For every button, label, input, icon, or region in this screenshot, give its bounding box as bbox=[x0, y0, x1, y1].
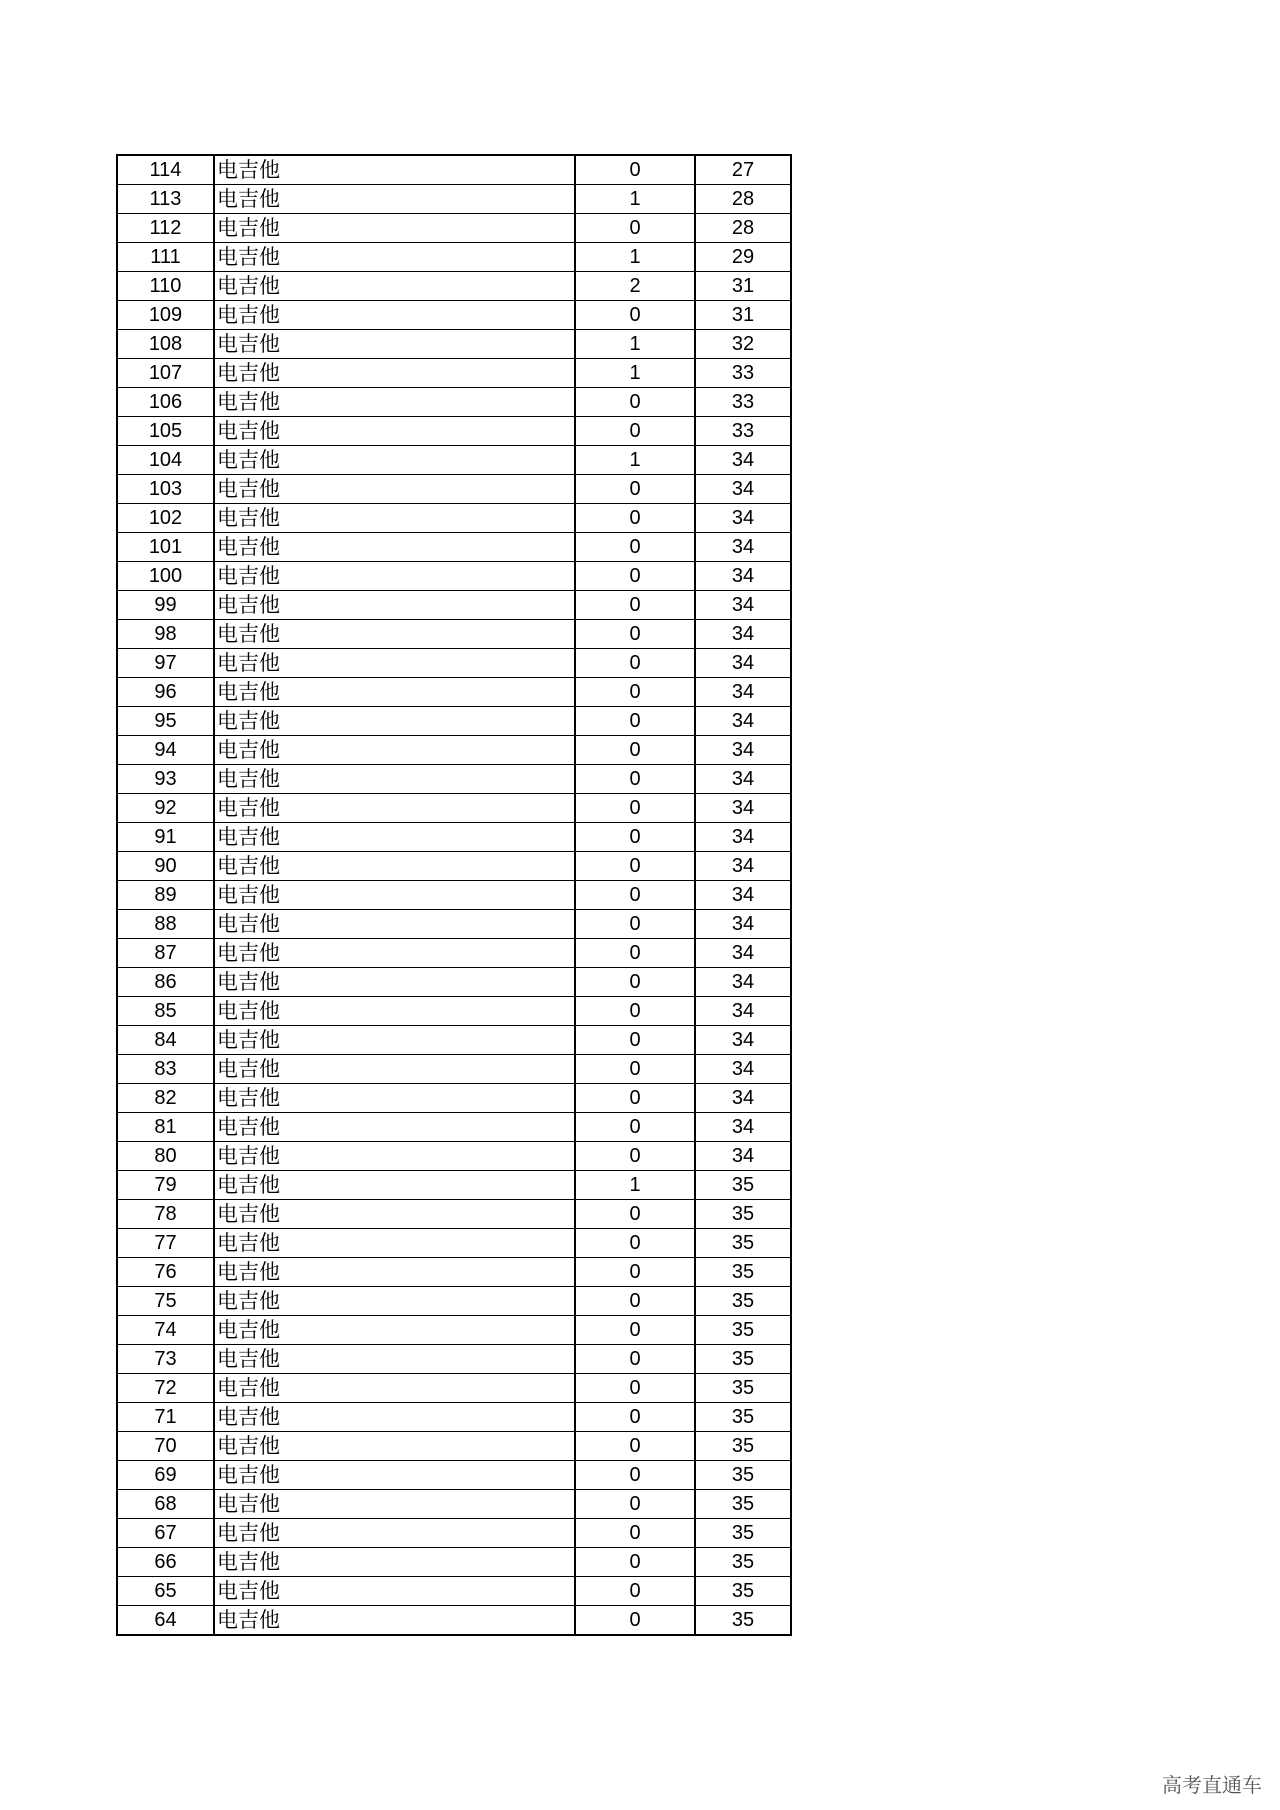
major-cell: 电吉他 bbox=[214, 1026, 575, 1055]
table-row bbox=[117, 1345, 791, 1374]
major-cell: 电吉他 bbox=[214, 1055, 575, 1084]
cumulative-cell: 35 bbox=[695, 1171, 791, 1200]
cumulative-cell: 35 bbox=[695, 1316, 791, 1345]
score-cell: 113 bbox=[117, 185, 214, 214]
major-cell: 电吉他 bbox=[214, 1229, 575, 1258]
major-cell: 电吉他 bbox=[214, 1548, 575, 1577]
major-cell: 电吉他 bbox=[214, 997, 575, 1026]
count-cell: 0 bbox=[575, 1229, 695, 1258]
cumulative-cell: 33 bbox=[695, 359, 791, 388]
table-row bbox=[117, 765, 791, 794]
count-cell: 0 bbox=[575, 1519, 695, 1548]
score-cell: 91 bbox=[117, 823, 214, 852]
table-row bbox=[117, 1142, 791, 1171]
score-cell: 81 bbox=[117, 1113, 214, 1142]
major-cell: 电吉他 bbox=[214, 1084, 575, 1113]
table-row bbox=[117, 1055, 791, 1084]
score-cell: 105 bbox=[117, 417, 214, 446]
table-row bbox=[117, 1316, 791, 1345]
cumulative-cell: 28 bbox=[695, 185, 791, 214]
cumulative-cell: 35 bbox=[695, 1345, 791, 1374]
count-cell: 0 bbox=[575, 1403, 695, 1432]
table-row bbox=[117, 1606, 791, 1636]
table-row bbox=[117, 1171, 791, 1200]
major-cell: 电吉他 bbox=[214, 1258, 575, 1287]
major-cell: 电吉他 bbox=[214, 1287, 575, 1316]
cumulative-cell: 34 bbox=[695, 736, 791, 765]
count-cell: 0 bbox=[575, 388, 695, 417]
major-cell: 电吉他 bbox=[214, 968, 575, 997]
score-cell: 100 bbox=[117, 562, 214, 591]
score-table bbox=[116, 154, 792, 1636]
table-row bbox=[117, 1200, 791, 1229]
major-cell: 电吉他 bbox=[214, 243, 575, 272]
major-cell: 电吉他 bbox=[214, 504, 575, 533]
score-cell: 94 bbox=[117, 736, 214, 765]
major-cell: 电吉他 bbox=[214, 475, 575, 504]
watermark: 高考直通车 bbox=[1162, 1773, 1262, 1797]
cumulative-cell: 34 bbox=[695, 881, 791, 910]
count-cell: 0 bbox=[575, 504, 695, 533]
table-row bbox=[117, 707, 791, 736]
table-row bbox=[117, 214, 791, 243]
count-cell: 0 bbox=[575, 214, 695, 243]
cumulative-cell: 35 bbox=[695, 1229, 791, 1258]
cumulative-cell: 35 bbox=[695, 1403, 791, 1432]
major-cell: 电吉他 bbox=[214, 1200, 575, 1229]
cumulative-cell: 31 bbox=[695, 272, 791, 301]
score-cell: 76 bbox=[117, 1258, 214, 1287]
table-row bbox=[117, 562, 791, 591]
cumulative-cell: 34 bbox=[695, 707, 791, 736]
count-cell: 0 bbox=[575, 417, 695, 446]
count-cell: 1 bbox=[575, 359, 695, 388]
major-cell: 电吉他 bbox=[214, 1316, 575, 1345]
major-cell: 电吉他 bbox=[214, 417, 575, 446]
major-cell: 电吉他 bbox=[214, 910, 575, 939]
score-cell: 84 bbox=[117, 1026, 214, 1055]
cumulative-cell: 35 bbox=[695, 1606, 791, 1636]
cumulative-cell: 27 bbox=[695, 155, 791, 185]
cumulative-cell: 34 bbox=[695, 1055, 791, 1084]
table-row bbox=[117, 794, 791, 823]
major-cell: 电吉他 bbox=[214, 1432, 575, 1461]
table-row bbox=[117, 272, 791, 301]
cumulative-cell: 34 bbox=[695, 533, 791, 562]
table-row bbox=[117, 388, 791, 417]
score-cell: 106 bbox=[117, 388, 214, 417]
score-cell: 96 bbox=[117, 678, 214, 707]
major-cell: 电吉他 bbox=[214, 1403, 575, 1432]
major-cell: 电吉他 bbox=[214, 794, 575, 823]
count-cell: 0 bbox=[575, 910, 695, 939]
count-cell: 0 bbox=[575, 1548, 695, 1577]
cumulative-cell: 34 bbox=[695, 620, 791, 649]
table-row bbox=[117, 852, 791, 881]
major-cell: 电吉他 bbox=[214, 591, 575, 620]
count-cell: 0 bbox=[575, 1113, 695, 1142]
score-cell: 111 bbox=[117, 243, 214, 272]
cumulative-cell: 34 bbox=[695, 765, 791, 794]
cumulative-cell: 35 bbox=[695, 1577, 791, 1606]
major-cell: 电吉他 bbox=[214, 155, 575, 185]
cumulative-cell: 29 bbox=[695, 243, 791, 272]
cumulative-cell: 35 bbox=[695, 1258, 791, 1287]
table-row bbox=[117, 881, 791, 910]
score-cell: 90 bbox=[117, 852, 214, 881]
count-cell: 0 bbox=[575, 852, 695, 881]
score-cell: 73 bbox=[117, 1345, 214, 1374]
score-cell: 86 bbox=[117, 968, 214, 997]
table-row bbox=[117, 155, 791, 185]
count-cell: 2 bbox=[575, 272, 695, 301]
major-cell: 电吉他 bbox=[214, 301, 575, 330]
major-cell: 电吉他 bbox=[214, 359, 575, 388]
count-cell: 0 bbox=[575, 1577, 695, 1606]
table-row bbox=[117, 939, 791, 968]
score-cell: 103 bbox=[117, 475, 214, 504]
table-row bbox=[117, 1403, 791, 1432]
count-cell: 0 bbox=[575, 1606, 695, 1636]
count-cell: 0 bbox=[575, 1142, 695, 1171]
count-cell: 0 bbox=[575, 1055, 695, 1084]
major-cell: 电吉他 bbox=[214, 1577, 575, 1606]
major-cell: 电吉他 bbox=[214, 1345, 575, 1374]
score-cell: 92 bbox=[117, 794, 214, 823]
major-cell: 电吉他 bbox=[214, 272, 575, 301]
cumulative-cell: 35 bbox=[695, 1200, 791, 1229]
count-cell: 0 bbox=[575, 649, 695, 678]
table-row bbox=[117, 359, 791, 388]
count-cell: 0 bbox=[575, 562, 695, 591]
score-table-body bbox=[117, 155, 791, 1635]
table-row bbox=[117, 649, 791, 678]
score-cell: 101 bbox=[117, 533, 214, 562]
score-cell: 79 bbox=[117, 1171, 214, 1200]
score-cell: 95 bbox=[117, 707, 214, 736]
major-cell: 电吉他 bbox=[214, 533, 575, 562]
count-cell: 0 bbox=[575, 1432, 695, 1461]
table-row bbox=[117, 1374, 791, 1403]
table-row bbox=[117, 1026, 791, 1055]
major-cell: 电吉他 bbox=[214, 1142, 575, 1171]
major-cell: 电吉他 bbox=[214, 823, 575, 852]
major-cell: 电吉他 bbox=[214, 214, 575, 243]
cumulative-cell: 35 bbox=[695, 1490, 791, 1519]
table-row bbox=[117, 1490, 791, 1519]
cumulative-cell: 34 bbox=[695, 997, 791, 1026]
table-row bbox=[117, 1519, 791, 1548]
cumulative-cell: 34 bbox=[695, 1113, 791, 1142]
count-cell: 1 bbox=[575, 243, 695, 272]
cumulative-cell: 35 bbox=[695, 1548, 791, 1577]
score-cell: 71 bbox=[117, 1403, 214, 1432]
count-cell: 0 bbox=[575, 475, 695, 504]
count-cell: 0 bbox=[575, 1316, 695, 1345]
score-cell: 112 bbox=[117, 214, 214, 243]
score-cell: 65 bbox=[117, 1577, 214, 1606]
cumulative-cell: 34 bbox=[695, 794, 791, 823]
score-cell: 66 bbox=[117, 1548, 214, 1577]
count-cell: 0 bbox=[575, 939, 695, 968]
major-cell: 电吉他 bbox=[214, 1171, 575, 1200]
count-cell: 0 bbox=[575, 794, 695, 823]
count-cell: 0 bbox=[575, 1200, 695, 1229]
major-cell: 电吉他 bbox=[214, 1606, 575, 1636]
table-row bbox=[117, 1084, 791, 1113]
count-cell: 0 bbox=[575, 1345, 695, 1374]
count-cell: 0 bbox=[575, 1490, 695, 1519]
cumulative-cell: 34 bbox=[695, 823, 791, 852]
score-cell: 109 bbox=[117, 301, 214, 330]
cumulative-cell: 34 bbox=[695, 562, 791, 591]
cumulative-cell: 35 bbox=[695, 1287, 791, 1316]
score-cell: 88 bbox=[117, 910, 214, 939]
cumulative-cell: 32 bbox=[695, 330, 791, 359]
count-cell: 0 bbox=[575, 1374, 695, 1403]
cumulative-cell: 33 bbox=[695, 417, 791, 446]
score-cell: 80 bbox=[117, 1142, 214, 1171]
table-row bbox=[117, 446, 791, 475]
count-cell: 1 bbox=[575, 330, 695, 359]
major-cell: 电吉他 bbox=[214, 1519, 575, 1548]
score-cell: 102 bbox=[117, 504, 214, 533]
table-row bbox=[117, 1229, 791, 1258]
major-cell: 电吉他 bbox=[214, 562, 575, 591]
cumulative-cell: 34 bbox=[695, 1142, 791, 1171]
score-cell: 69 bbox=[117, 1461, 214, 1490]
score-cell: 74 bbox=[117, 1316, 214, 1345]
count-cell: 0 bbox=[575, 707, 695, 736]
cumulative-cell: 34 bbox=[695, 910, 791, 939]
count-cell: 0 bbox=[575, 155, 695, 185]
major-cell: 电吉他 bbox=[214, 939, 575, 968]
table-row bbox=[117, 504, 791, 533]
count-cell: 0 bbox=[575, 301, 695, 330]
cumulative-cell: 34 bbox=[695, 939, 791, 968]
table-row bbox=[117, 1548, 791, 1577]
major-cell: 电吉他 bbox=[214, 330, 575, 359]
major-cell: 电吉他 bbox=[214, 185, 575, 214]
score-cell: 77 bbox=[117, 1229, 214, 1258]
major-cell: 电吉他 bbox=[214, 1113, 575, 1142]
score-cell: 68 bbox=[117, 1490, 214, 1519]
cumulative-cell: 34 bbox=[695, 649, 791, 678]
score-cell: 75 bbox=[117, 1287, 214, 1316]
table-row bbox=[117, 417, 791, 446]
table-row bbox=[117, 1258, 791, 1287]
score-cell: 108 bbox=[117, 330, 214, 359]
count-cell: 1 bbox=[575, 185, 695, 214]
count-cell: 0 bbox=[575, 1461, 695, 1490]
score-cell: 89 bbox=[117, 881, 214, 910]
count-cell: 0 bbox=[575, 997, 695, 1026]
score-cell: 70 bbox=[117, 1432, 214, 1461]
cumulative-cell: 35 bbox=[695, 1519, 791, 1548]
table-row bbox=[117, 968, 791, 997]
cumulative-cell: 35 bbox=[695, 1374, 791, 1403]
cumulative-cell: 35 bbox=[695, 1461, 791, 1490]
major-cell: 电吉他 bbox=[214, 1461, 575, 1490]
score-cell: 114 bbox=[117, 155, 214, 185]
score-cell: 87 bbox=[117, 939, 214, 968]
score-cell: 85 bbox=[117, 997, 214, 1026]
table-row bbox=[117, 823, 791, 852]
count-cell: 1 bbox=[575, 446, 695, 475]
count-cell: 0 bbox=[575, 736, 695, 765]
table-row bbox=[117, 301, 791, 330]
cumulative-cell: 34 bbox=[695, 591, 791, 620]
table-row bbox=[117, 330, 791, 359]
count-cell: 0 bbox=[575, 823, 695, 852]
cumulative-cell: 34 bbox=[695, 446, 791, 475]
cumulative-cell: 35 bbox=[695, 1432, 791, 1461]
count-cell: 0 bbox=[575, 1026, 695, 1055]
table-row bbox=[117, 997, 791, 1026]
count-cell: 0 bbox=[575, 533, 695, 562]
major-cell: 电吉他 bbox=[214, 765, 575, 794]
table-row bbox=[117, 1432, 791, 1461]
major-cell: 电吉他 bbox=[214, 881, 575, 910]
count-cell: 0 bbox=[575, 968, 695, 997]
count-cell: 0 bbox=[575, 881, 695, 910]
table-row bbox=[117, 1577, 791, 1606]
table-row bbox=[117, 1287, 791, 1316]
cumulative-cell: 34 bbox=[695, 1084, 791, 1113]
cumulative-cell: 34 bbox=[695, 1026, 791, 1055]
score-cell: 83 bbox=[117, 1055, 214, 1084]
major-cell: 电吉他 bbox=[214, 852, 575, 881]
table-row bbox=[117, 185, 791, 214]
count-cell: 1 bbox=[575, 1171, 695, 1200]
table-row bbox=[117, 533, 791, 562]
score-cell: 97 bbox=[117, 649, 214, 678]
score-cell: 107 bbox=[117, 359, 214, 388]
score-cell: 64 bbox=[117, 1606, 214, 1636]
cumulative-cell: 33 bbox=[695, 388, 791, 417]
table-row bbox=[117, 678, 791, 707]
major-cell: 电吉他 bbox=[214, 707, 575, 736]
score-cell: 82 bbox=[117, 1084, 214, 1113]
score-cell: 99 bbox=[117, 591, 214, 620]
score-cell: 67 bbox=[117, 1519, 214, 1548]
cumulative-cell: 28 bbox=[695, 214, 791, 243]
score-cell: 104 bbox=[117, 446, 214, 475]
cumulative-cell: 34 bbox=[695, 475, 791, 504]
count-cell: 0 bbox=[575, 591, 695, 620]
score-cell: 110 bbox=[117, 272, 214, 301]
score-cell: 93 bbox=[117, 765, 214, 794]
table-row bbox=[117, 1461, 791, 1490]
cumulative-cell: 34 bbox=[695, 678, 791, 707]
major-cell: 电吉他 bbox=[214, 1374, 575, 1403]
major-cell: 电吉他 bbox=[214, 388, 575, 417]
major-cell: 电吉他 bbox=[214, 1490, 575, 1519]
major-cell: 电吉他 bbox=[214, 620, 575, 649]
cumulative-cell: 31 bbox=[695, 301, 791, 330]
count-cell: 0 bbox=[575, 678, 695, 707]
count-cell: 0 bbox=[575, 1287, 695, 1316]
cumulative-cell: 34 bbox=[695, 968, 791, 997]
cumulative-cell: 34 bbox=[695, 504, 791, 533]
count-cell: 0 bbox=[575, 1084, 695, 1113]
table-row bbox=[117, 1113, 791, 1142]
count-cell: 0 bbox=[575, 765, 695, 794]
table-row bbox=[117, 736, 791, 765]
score-cell: 72 bbox=[117, 1374, 214, 1403]
count-cell: 0 bbox=[575, 1258, 695, 1287]
table-row bbox=[117, 591, 791, 620]
major-cell: 电吉他 bbox=[214, 446, 575, 475]
major-cell: 电吉他 bbox=[214, 649, 575, 678]
score-cell: 78 bbox=[117, 1200, 214, 1229]
cumulative-cell: 34 bbox=[695, 852, 791, 881]
table-row bbox=[117, 620, 791, 649]
count-cell: 0 bbox=[575, 620, 695, 649]
major-cell: 电吉他 bbox=[214, 736, 575, 765]
major-cell: 电吉他 bbox=[214, 678, 575, 707]
table-row bbox=[117, 475, 791, 504]
score-cell: 98 bbox=[117, 620, 214, 649]
table-row bbox=[117, 243, 791, 272]
table-row bbox=[117, 910, 791, 939]
